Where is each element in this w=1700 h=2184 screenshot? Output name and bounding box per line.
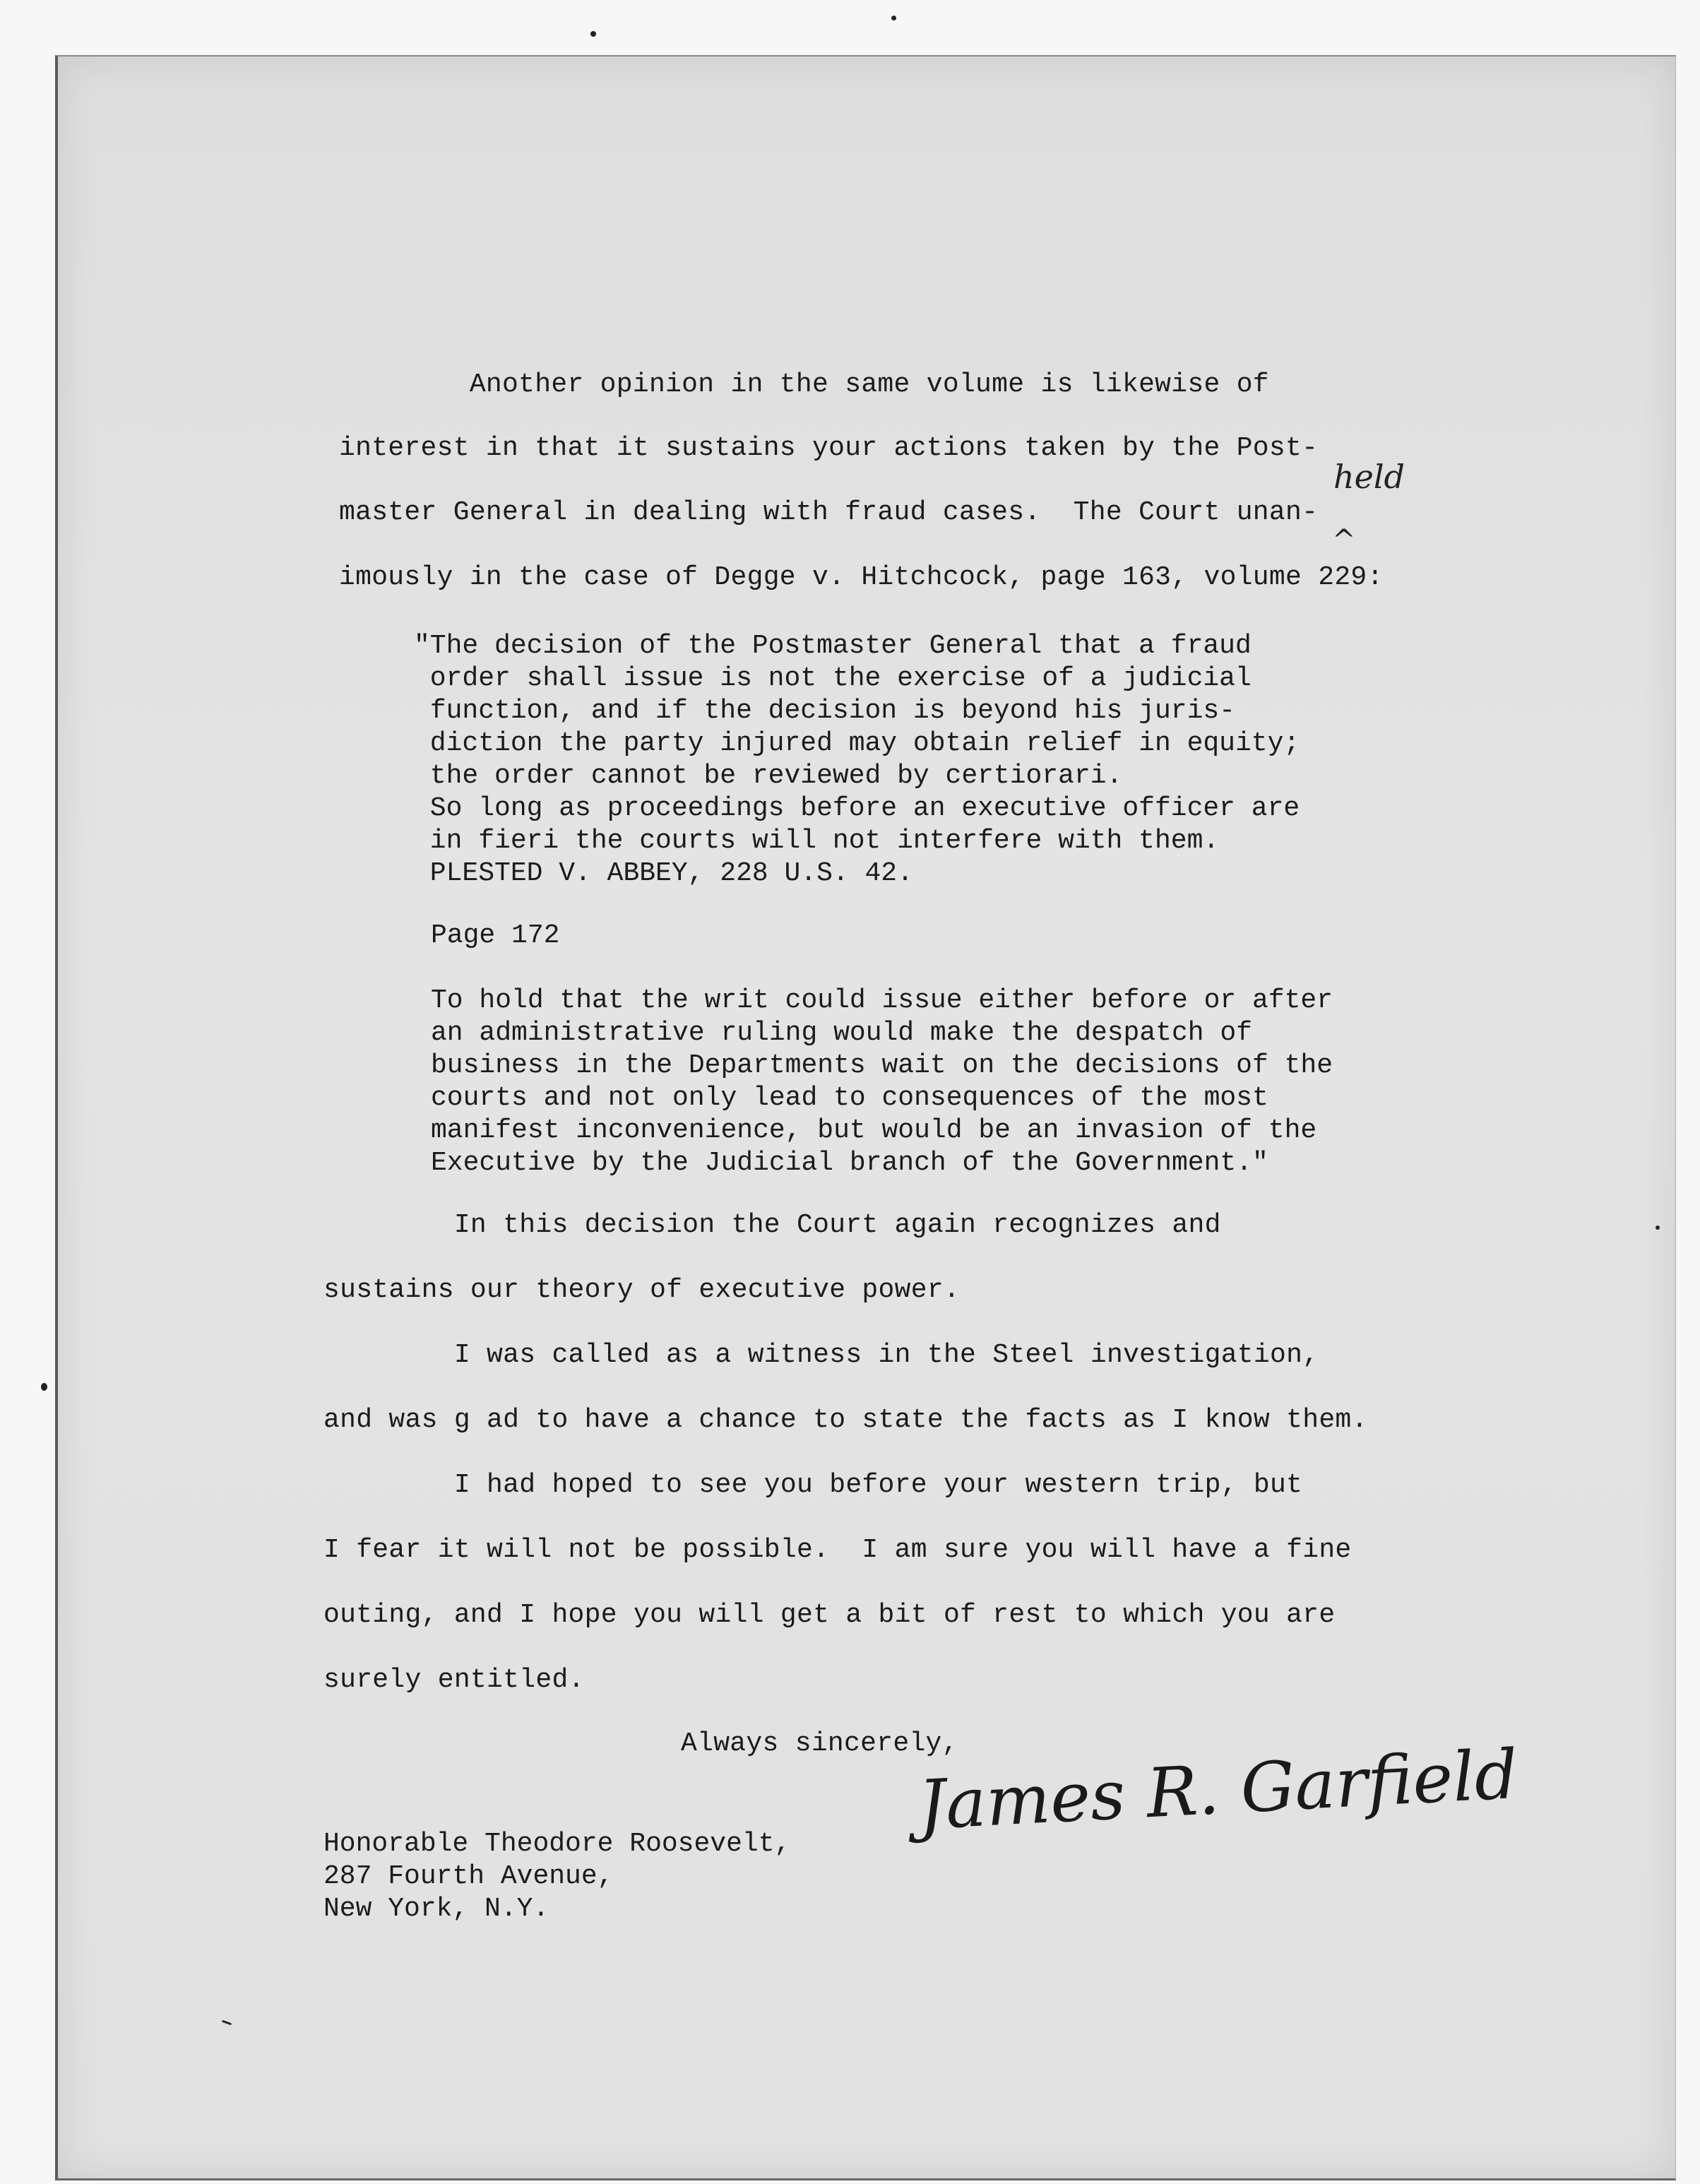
speck — [891, 16, 896, 20]
quote-1-line-4: diction the party injured may obtain relief in equity; — [414, 728, 1300, 759]
paragraph-2-line-1: In this decision the Court again recognizes and — [323, 1210, 1221, 1240]
insertion-caret: ^ — [1332, 524, 1356, 557]
address-line-2: 287 Fourth Avenue, — [323, 1861, 614, 1892]
quote-1-line-3: function, and if the decision is beyond his juris- — [414, 696, 1235, 726]
closing: Always sincerely, — [681, 1728, 958, 1759]
speck — [590, 31, 596, 37]
handwritten-signature: James R. Garfield — [916, 1734, 1520, 1846]
address-line-3: New York, N.Y. — [323, 1894, 549, 1924]
quote-1-line-8: PLESTED V. ABBEY, 228 U.S. 42. — [414, 858, 913, 889]
paragraph-3-line-1: I was called as a witness in the Steel investigation, — [323, 1340, 1319, 1370]
paragraph-2-line-2: sustains our theory of executive power. — [323, 1275, 961, 1305]
address-line-1: Honorable Theodore Roosevelt, — [323, 1829, 791, 1859]
paragraph-4-line-4: surely entitled. — [323, 1665, 585, 1695]
speck — [41, 1383, 47, 1391]
quote-1-line-6: So long as proceedings before an executive officer are — [414, 793, 1300, 824]
paragraph-4-line-3: outing, and I hope you will get a bit of rest to which you are — [323, 1600, 1336, 1630]
quote-1-line-1: "The decision of the Postmaster General that a fraud — [414, 631, 1252, 661]
speck — [1656, 1225, 1660, 1230]
quote-1-line-5: the order cannot be reviewed by certiorari. — [414, 761, 1123, 791]
handwritten-interlineation: held — [1333, 458, 1405, 496]
paragraph-4-line-2: I fear it will not be possible. I am sure you will have a fine — [323, 1535, 1352, 1565]
quote-page-reference: Page 172 — [431, 920, 560, 951]
speck — [222, 2020, 232, 2026]
paragraph-1-line-4: imously in the case of Degge v. Hitchcock, page 163, volume 229: — [339, 562, 1384, 593]
paragraph-4-line-1: I had hoped to see you before your western trip, but — [323, 1470, 1303, 1500]
quote-2-line-2: an administrative ruling would make the despatch of — [431, 1018, 1252, 1048]
quote-1-line-2: order shall issue is not the exercise of a judicial — [414, 663, 1252, 694]
quote-1-line-7: in fieri the courts will not interfere with them. — [414, 826, 1220, 856]
paragraph-1-line-1: Another opinion in the same volume is likewise of — [339, 369, 1269, 400]
paragraph-3-line-2: and was g ad to have a chance to state the facts as I know them. — [323, 1405, 1368, 1435]
paragraph-1-line-3: master General in dealing with fraud cases. The Court unan- — [339, 497, 1319, 528]
quote-2-line-4: courts and not only lead to consequences of the most — [431, 1083, 1268, 1113]
quote-2-line-1: To hold that the writ could issue either before or after — [431, 985, 1333, 1016]
paragraph-1-line-2: interest in that it sustains your actions taken by the Post- — [339, 433, 1319, 463]
quote-2-line-6: Executive by the Judicial branch of the Government." — [431, 1148, 1268, 1178]
quote-2-line-3: business in the Departments wait on the decisions of the — [431, 1050, 1333, 1081]
quote-2-line-5: manifest inconvenience, but would be an invasion of the — [431, 1115, 1317, 1146]
